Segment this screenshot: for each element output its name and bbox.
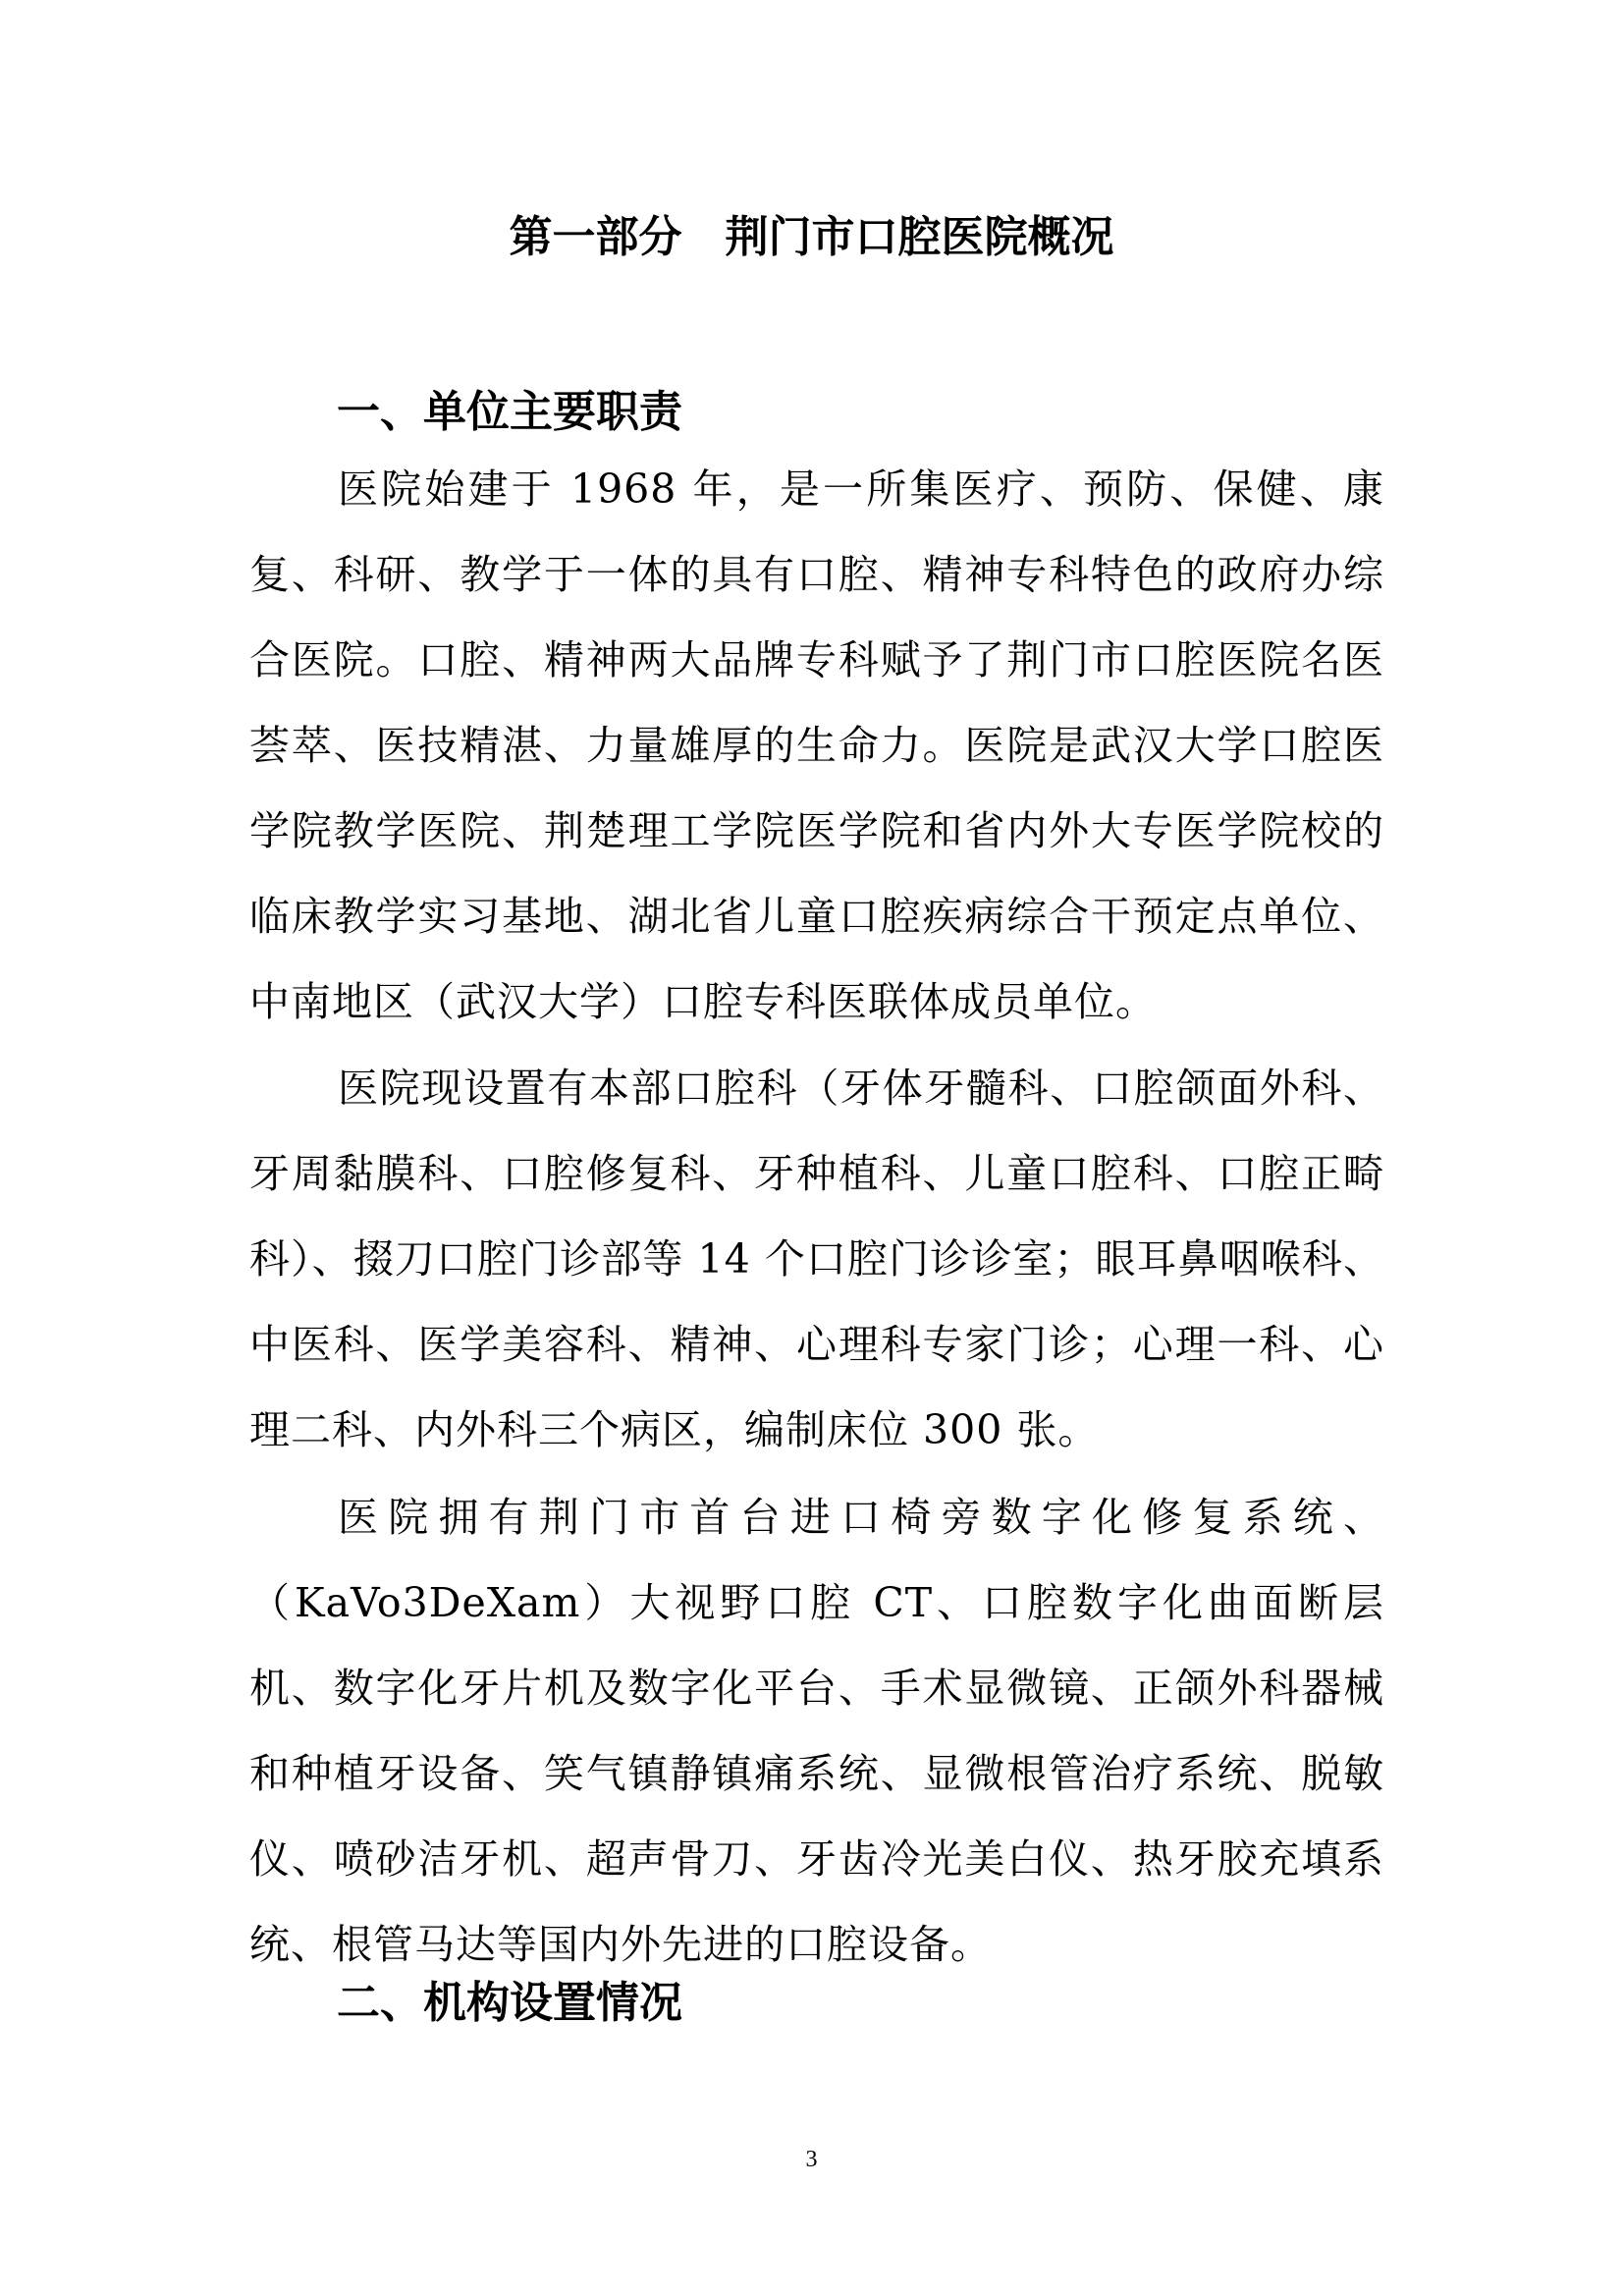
section-heading-duties: 一、单位主要职责 <box>337 387 682 437</box>
page-title: 第一部分 荆门市口腔医院概况 <box>509 212 1114 262</box>
paragraph-overview: 医院始建于 1968 年，是一所集医疗、预防、保健、康复、科研、教学于一体的具有口腔、精神专科特色的政府办综合医院。口腔、精神两大品牌专科赋予了荆门市口腔医院名医荟萃、医技精湛、力量雄厚的生命力。医院是武汉大学口腔医学院教学医院、荆楚理工学院医学院和省内外大专医学院校的临床教学实习基地、湖北省儿童口腔疾病综合干预定点单位、中南地区（武汉大学）口腔专科医联体成员单位。 <box>249 465 1384 1025</box>
section-heading-structure: 二、机构设置情况 <box>337 1978 682 2028</box>
paragraph-departments: 医院现设置有本部口腔科（牙体牙髓科、口腔颌面外科、牙周黏膜科、口腔修复科、牙种植科、儿童口腔科、口腔正畸科）、掇刀口腔门诊部等 14 个口腔门诊诊室；眼耳鼻咽喉科、中医科、医学美容科、精神、心理科专家门诊；心理一科、心理二科、内外科三个病区，编制床位 300 张。 <box>249 1065 1384 1453</box>
page-number: 3 <box>805 2147 818 2172</box>
paragraph-equipment: 医院拥有荆门市首台进口椅旁数字化修复系统、（KaVo3DeXam）大视野口腔 CT、口腔数字化曲面断层机、数字化牙片机及数字化平台、手术显微镜、正颌外科器械和种植牙设备、笑气镇静镇痛系统、显微根管治疗系统、脱敏仪、喷砂洁牙机、超声骨刀、牙齿冷光美白仪、热牙胶充填系统、根管马达等国内外先进的口腔设备。 <box>249 1494 1384 1968</box>
